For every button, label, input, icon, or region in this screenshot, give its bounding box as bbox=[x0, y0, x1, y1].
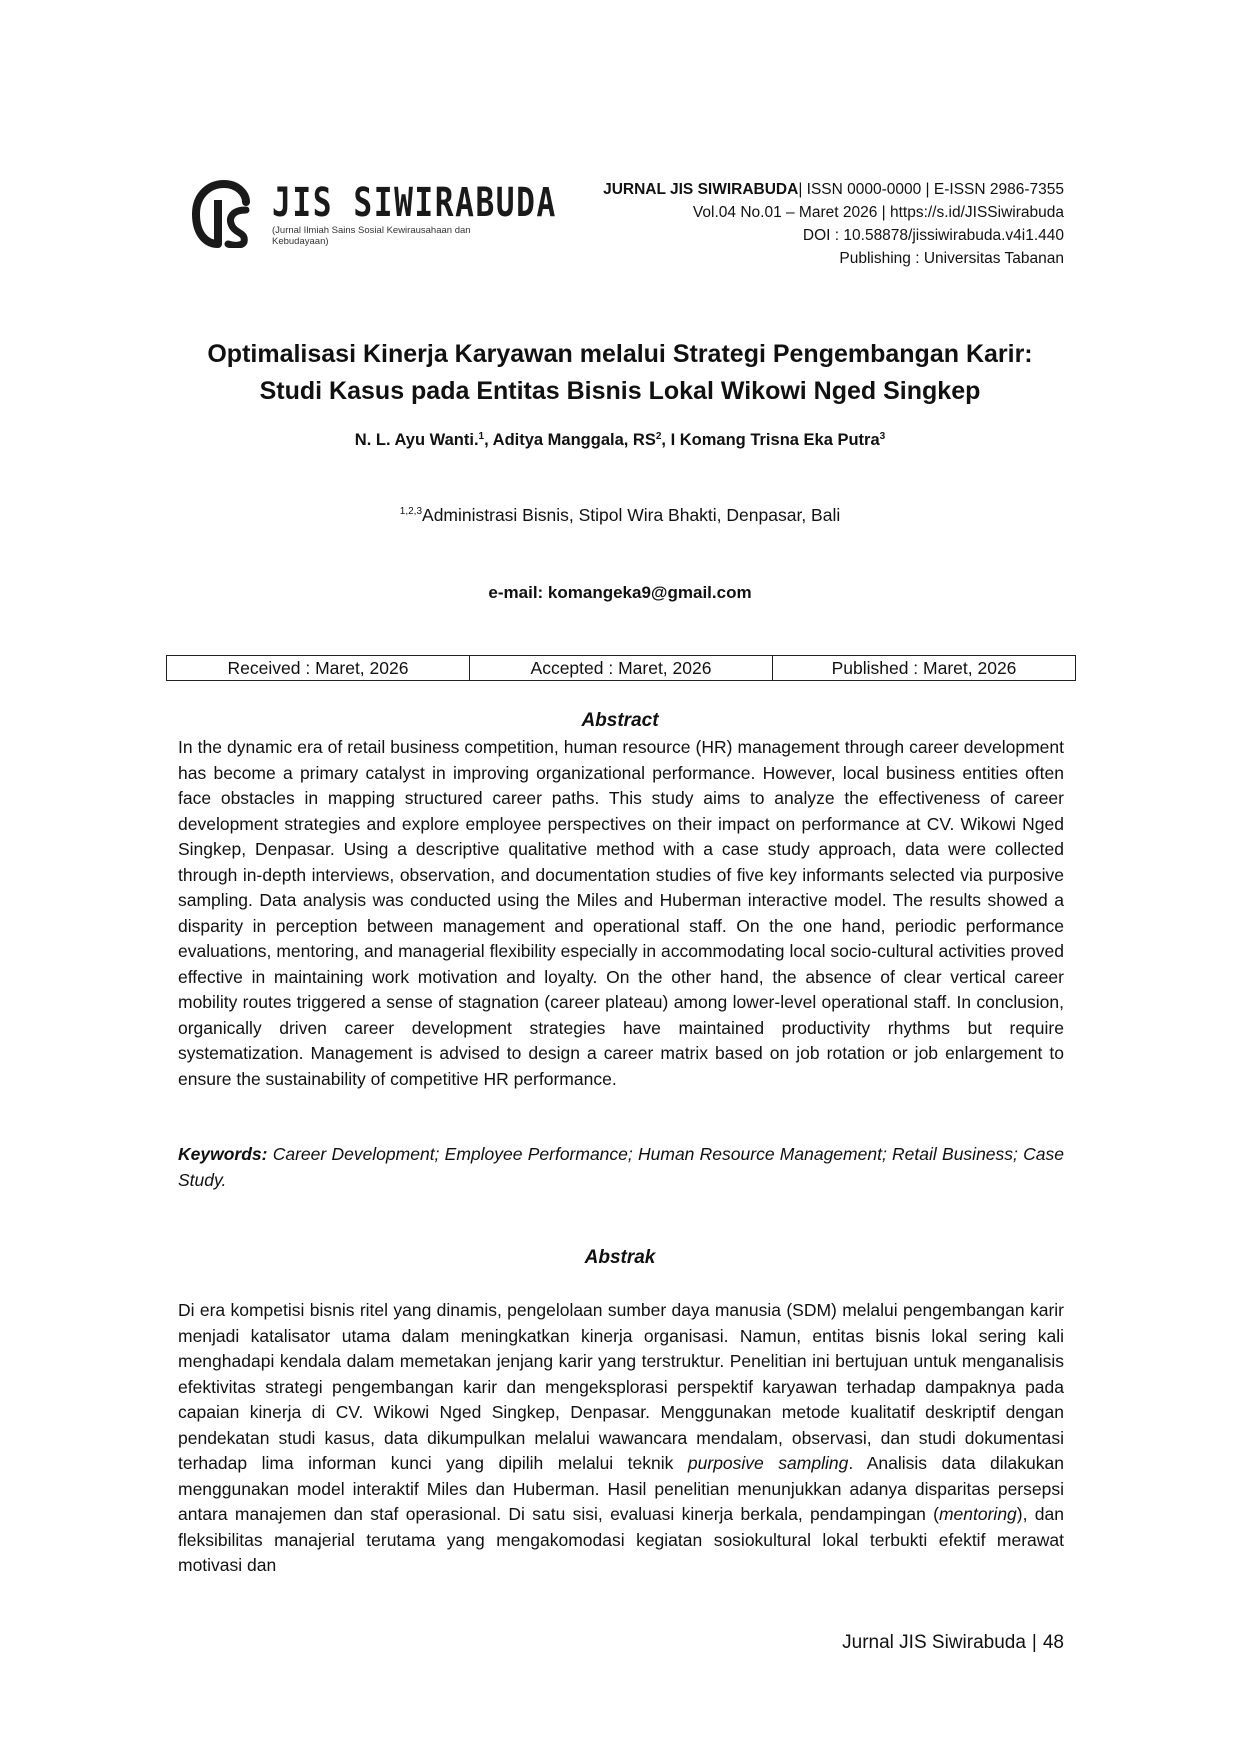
affiliation bbox=[140, 502, 1100, 528]
page-footer bbox=[842, 1630, 1064, 1656]
footer-journal: Jurnal JIS Siwirabuda bbox=[842, 1632, 1026, 1653]
paper-title bbox=[140, 336, 1100, 410]
author-2: , Aditya Manggala, RS bbox=[484, 431, 656, 449]
affiliation-text: Administrasi Bisnis, Stipol Wira Bhakti, Denpasar, Bali bbox=[422, 505, 841, 525]
logo-subtitle: (Jurnal Ilmiah Sains Sosial Kewirausahaan dan Kebudayaan) bbox=[272, 225, 471, 247]
issn: | ISSN 0000-0000 | E-ISSN 2986-7355 bbox=[798, 181, 1064, 198]
publisher-line: Publishing : Universitas Tabanan bbox=[839, 250, 1064, 267]
abstrak-text bbox=[178, 1298, 1064, 1579]
keywords bbox=[178, 1142, 1064, 1193]
doi-line: DOI : 10.58878/jissiwirabuda.v4i1.440 bbox=[802, 227, 1064, 244]
abstrak-part-2: . Analisis data dilakukan menggunakan model interaktif Miles dan Huberman. Hasil penelitian menunjukkan adanya disparitas persepsi antara manajemen dan staf operasional. Di satu sisi, evaluasi kinerja berkala, pendampingan ( bbox=[178, 1453, 1064, 1524]
abstrak-italic-1: purposive sampling bbox=[687, 1453, 849, 1473]
title-line-1: Optimalisasi Kinerja Karyawan melalui Strategi Pengembangan Karir: bbox=[207, 340, 1033, 368]
authors bbox=[140, 428, 1100, 452]
journal-name: JURNAL JIS SIWIRABUDA bbox=[603, 181, 799, 198]
volume-line: Vol.04 No.01 – Maret 2026 | https://s.id/JISSiwirabuda bbox=[692, 204, 1064, 221]
footer-separator: | bbox=[1031, 1632, 1037, 1653]
page-number: 48 bbox=[1042, 1632, 1064, 1653]
abstrak-heading: Abstrak bbox=[584, 1247, 656, 1268]
contact-email: e-mail: komangeka9@gmail.com bbox=[488, 583, 752, 602]
author-3: , I Komang Trisna Eka Putra bbox=[661, 431, 880, 449]
abstract-heading: Abstract bbox=[581, 710, 659, 731]
abstrak-part-1: Di era kompetisi bisnis ritel yang dinamis, pengelolaan sumber daya manusia (SDM) melalui pengembangan karir menjadi katalisator utama dalam meningkatkan kinerja organisasi. Namun, entitas bisnis lokal sering kali menghadapi kendala dalam memetakan jenjang karir yang terstruktur. Penelitian ini bertujuan untuk menganalisis efektivitas strategi pengembangan karir dan mengeksplorasi perspektif karyawan terhadap dampaknya pada capaian kinerja di CV. Wikowi Nged Singkep, Denpasar. Menggunakan metode kualitatif deskriptif dengan pendekatan studi kasus, data dikumpulkan melalui wawancara mendalam, observasi, dan studi dokumentasi terhadap lima informan kunci yang dipilih melalui teknik bbox=[178, 1300, 1064, 1473]
journal-info bbox=[504, 178, 1064, 270]
affiliation-sup: 1,2,3 bbox=[399, 506, 423, 517]
keywords-label: Keywords: bbox=[178, 1144, 268, 1164]
abstrak-part-3: ), dan fleksibilitas manajerial terutama yang mengakomodasi kegiatan sosiokultural lokal terbukti efektif merawat motivasi dan bbox=[178, 1504, 1064, 1575]
dates-table bbox=[166, 655, 1076, 681]
received-date: Received : Maret, 2026 bbox=[167, 656, 470, 680]
jis-logo-icon bbox=[188, 180, 252, 248]
logo-brand-text: JIS SIWIRABUDA bbox=[272, 180, 557, 226]
author-2-sup: 2 bbox=[655, 431, 662, 442]
keywords-text: Career Development; Employee Performance; Human Resource Management; Retail Business; Case Study. bbox=[178, 1144, 1064, 1190]
accepted-date: Accepted : Maret, 2026 bbox=[470, 656, 773, 680]
author-3-sup: 3 bbox=[879, 431, 886, 442]
abstract-text: In the dynamic era of retail business competition, human resource (HR) management through career development has become a primary catalyst in improving organizational performance. However, local business entities often face obstacles in mapping structured career paths. This study aims to analyze the effectiveness of career development strategies and explore employee perspectives on their impact on performance at CV. Wikowi Nged Singkep, Denpasar. Using a descriptive qualitative method with a case study approach, data were collected through in-depth interviews, observation, and documentation studies of five key informants selected via purposive sampling. Data analysis was conducted using the Miles and Huberman interactive model. The results showed a disparity in perception between management and operational staff. On the one hand, periodic performance evaluations, mentoring, and managerial flexibility especially in accommodating local socio-cultural activities proved effective in maintaining work motivation and loyalty. On the other hand, the absence of clear vertical career mobility routes triggered a sense of stagnation (career plateau) among lower-level operational staff. In conclusion, organically driven career development strategies have maintained productivity rhythms but require systematization. Management is advised to design a career matrix based on job rotation or job enlargement to ensure the sustainability of competitive HR performance. bbox=[178, 737, 1064, 1089]
journal-logo bbox=[188, 180, 557, 252]
abstrak-italic-2: mentoring bbox=[938, 1504, 1017, 1524]
journal-issn-line bbox=[504, 178, 1064, 201]
author-1-sup: 1 bbox=[478, 431, 485, 442]
author-1: N. L. Ayu Wanti. bbox=[354, 431, 479, 449]
title-line-2: Studi Kasus pada Entitas Bisnis Lokal Wikowi Nged Singkep bbox=[259, 377, 981, 405]
published-date: Published : Maret, 2026 bbox=[831, 658, 1017, 678]
